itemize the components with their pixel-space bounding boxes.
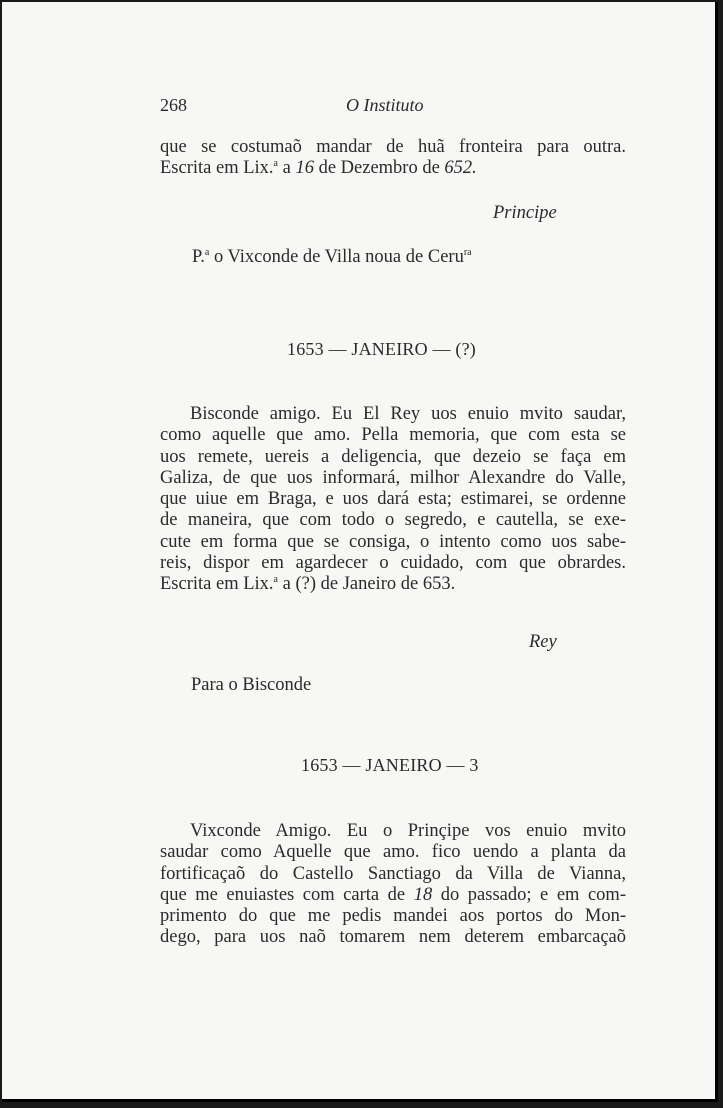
text-line: uos remete, uereis a deligencia, que dezeio se faça em xyxy=(160,446,626,467)
signature-principe: Principe xyxy=(493,203,557,223)
text-line: primento do que me pedis mandei aos portos do Mon- xyxy=(160,906,626,927)
text-line: Escrita em Lix.$^a$ a (?) de Janeiro de 653. xyxy=(160,574,456,595)
letter1-address: P.$^a$ o Vixconde de Villa noua de Ceru$^{ra}$ xyxy=(192,247,472,267)
text-line: fortificaçaõ do Castello Sanctiago da Villa de Vianna, xyxy=(160,863,626,884)
text-line: reis, dispor em agardecer o cuidado, com que obrardes. xyxy=(160,553,626,574)
text-line: Escrita em Lix.$^a$ a 16 de Dezembro de 652. xyxy=(160,158,477,179)
text-line: Vixconde Amigo. Eu o Prinçipe vos enuio mvito xyxy=(190,821,626,841)
text-line: que se costumaõ mandar de huã fronteira para outra. xyxy=(160,137,626,157)
text-line: como aquelle que amo. Pella memoria, que com esta se xyxy=(160,425,626,446)
text-line: dego, para uos naõ tomarem nem deterem embarcaçaõ xyxy=(160,927,626,948)
letter3-heading: 1653 — JANEIRO — 3 xyxy=(301,755,479,775)
letter2-address: Para o Bisconde xyxy=(191,675,312,695)
signature-rey: Rey xyxy=(529,632,557,652)
letter3-body xyxy=(160,821,626,949)
text-line: Bisconde amigo. Eu El Rey uos enuio mvito saudar, xyxy=(190,404,626,424)
text-line: de maneira, que com todo o segredo, e cautella, se exe- xyxy=(160,510,626,531)
page-number: 268 xyxy=(160,95,187,115)
text-line: saudar como Aquelle que amo. fico uendo a planta da xyxy=(160,842,626,863)
text-line: Galiza, de que uos informará, milhor Alexandre do Valle, xyxy=(160,467,626,488)
letter2-body xyxy=(160,404,626,596)
book-page xyxy=(2,2,718,1102)
text-line: cute em forma que se consiga, o intento como uos sabe- xyxy=(160,531,626,552)
running-title: O Instituto xyxy=(346,95,424,115)
letter2-heading: 1653 — JANEIRO — (?) xyxy=(287,339,476,359)
letter1-closing-text xyxy=(160,137,626,180)
text-line: que me enuiastes com carta de 18 do passado; e em com- xyxy=(160,884,626,905)
text-line: que uiue em Braga, e uos dará esta; estimarei, se ordenne xyxy=(160,489,626,510)
